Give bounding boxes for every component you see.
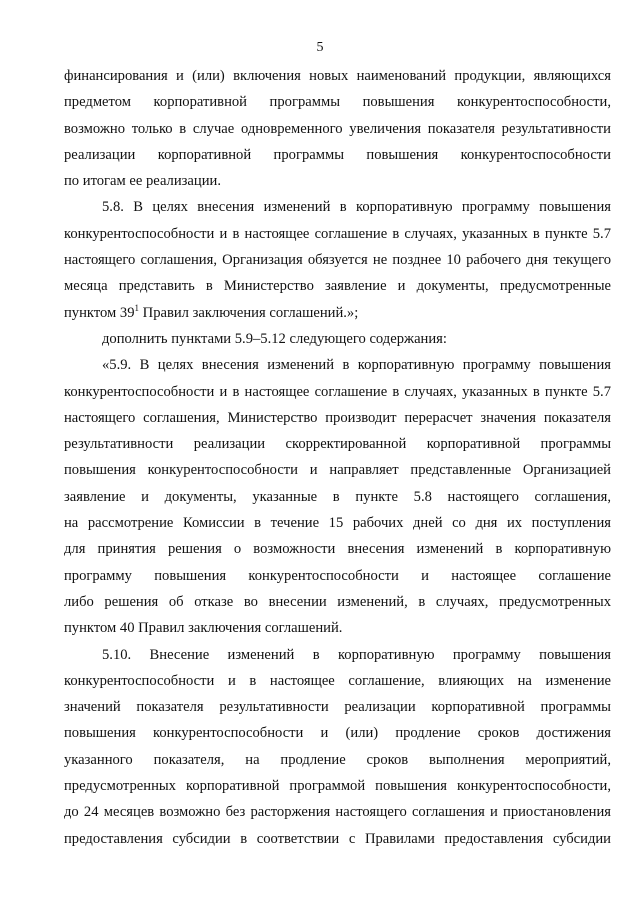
paragraph-5-8 xyxy=(64,194,611,325)
text-line: возможно только в случае одновременного увеличения показателя результативности xyxy=(64,120,611,137)
text-line: настоящего соглашения, Министерство производит перерасчет значения показателя xyxy=(64,409,611,426)
text-line: до 24 месяцев возможно без расторжения настоящего соглашения и приостановления xyxy=(64,804,611,821)
text-line: заявление и документы, указанные в пункте 5.8 настоящего соглашения, xyxy=(64,488,611,505)
text-line: настоящего соглашения, Организация обязуется не позднее 10 рабочего дня текущего xyxy=(64,252,611,269)
text-line: предоставления субсидии в соответствии с Правилами предоставления субсидии xyxy=(64,830,611,847)
paragraph-continuation xyxy=(64,63,611,194)
text-after-superscript: Правил заключения соглашений.»; xyxy=(139,304,359,321)
text-line: предусмотренных корпоративной программой повышения конкурентоспособности, xyxy=(64,778,611,795)
text-line: для принятия решения о возможности внесения изменений в корпоративную xyxy=(64,541,611,558)
text-line: «5.9. В целях внесения изменений в корпоративную программу повышения xyxy=(102,357,611,374)
text-line: программу повышения конкурентоспособности и настоящее соглашение xyxy=(64,567,611,584)
page-number: 5 xyxy=(316,40,324,55)
text-line: повышения конкурентоспособности и направляет представленные Организацией xyxy=(64,462,611,479)
text-line: предметом корпоративной программы повышения конкурентоспособности, xyxy=(64,94,611,111)
text-line: дополнить пунктами 5.9–5.12 следующего содержания: xyxy=(102,330,447,347)
text-line: на рассмотрение Комиссии в течение 15 рабочих дней со дня их поступления xyxy=(64,515,611,532)
document-body xyxy=(64,63,611,852)
paragraph-5-9 xyxy=(64,352,611,641)
text-line: либо решения об отказе во внесении изменений, в случаях, предусмотренных xyxy=(64,593,611,610)
text-line: 5.8. В целях внесения изменений в корпоративную программу повышения xyxy=(102,199,611,216)
text-line: финансирования и (или) включения новых наименований продукции, являющихся xyxy=(64,68,611,84)
text-line: значений показателя результативности реализации корпоративной программы xyxy=(64,699,611,716)
text-line: результативности реализации скорректированной корпоративной программы xyxy=(64,436,611,453)
text-line: указанного показателя, на продление сроков выполнения мероприятий, xyxy=(64,751,611,768)
paragraph-add-clauses xyxy=(64,326,611,352)
text-line: 5.10. Внесение изменений в корпоративную программу повышения xyxy=(102,646,611,663)
text-line: по итогам ее реализации. xyxy=(64,173,221,190)
text-line: конкурентоспособности и в настоящее соглашение в случаях, указанных в пункте 5.7 xyxy=(64,225,611,242)
text-line: реализации корпоративной программы повышения конкурентоспособности xyxy=(64,146,611,163)
text-line: повышения конкурентоспособности и (или) продление сроков достижения xyxy=(64,725,611,742)
paragraph-5-10 xyxy=(64,642,611,852)
text-line-with-superscript xyxy=(64,300,611,326)
text-line: месяца представить в Министерство заявление и документы, предусмотренные xyxy=(64,278,611,295)
superscript: 1 xyxy=(134,302,139,313)
text-line: пунктом 40 Правил заключения соглашений. xyxy=(64,620,343,637)
text-before-superscript: пунктом 39 xyxy=(64,304,135,321)
text-line: конкурентоспособности и в настоящее соглашение в случаях, указанных в пункте 5.7 xyxy=(64,383,611,400)
text-line: конкурентоспособности и в настоящее соглашение, влияющих на изменение xyxy=(64,672,611,689)
